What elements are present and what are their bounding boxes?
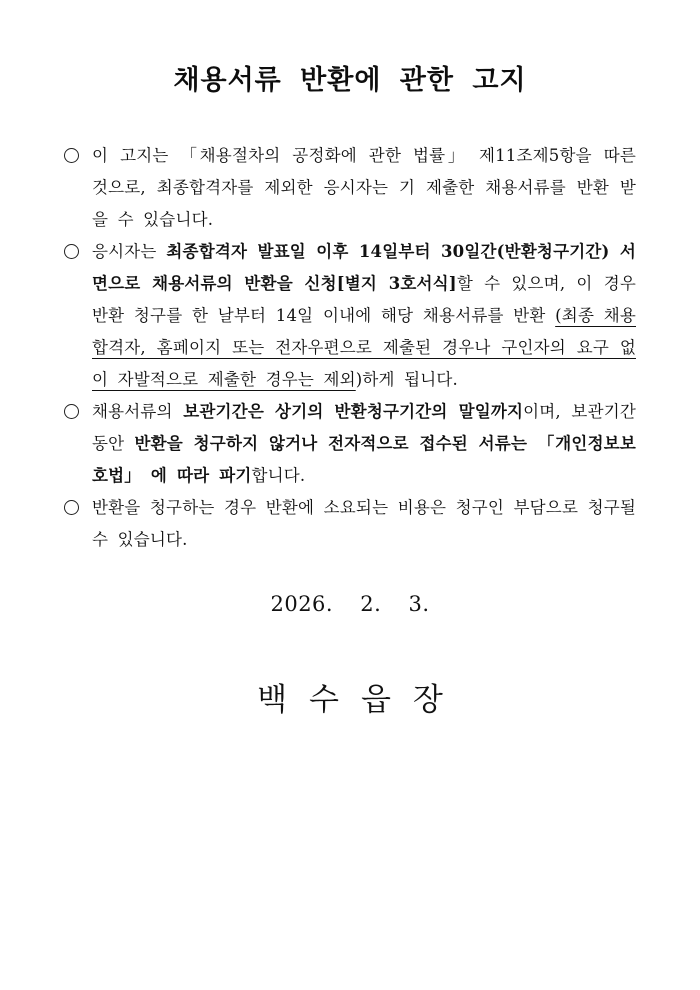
circle-bullet-icon <box>64 404 79 419</box>
item-2-text-b: 할 수 있으며, 이 경우 반환 청구를 한 날부터 14일 이내에 해당 채용서류를 반환 <box>92 274 636 325</box>
item-3-bold-retention: 보관기간은 상기의 반환청구기간의 말일까지 <box>183 402 524 421</box>
item-3-text-c: 합니다. <box>251 466 306 485</box>
notice-item-2 <box>64 236 636 396</box>
circle-bullet-icon <box>64 148 79 163</box>
item-3-bold-destruction: 반환을 청구하지 않거나 전자적으로 접수된 서류는 「개인정보보호법」 에 따라 파기 <box>92 434 636 485</box>
notice-body <box>64 140 636 556</box>
item-1-text: 이 고지는 「채용절차의 공정화에 관한 법률」 제11조제5항을 따른 것으로, 최종합격자를 제외한 응시자는 기 제출한 채용서류를 반환 받을 수 있습니다. <box>92 146 636 229</box>
item-2-underlined-exception: (최종 채용 합격자, 홈페이지 또는 전자우편으로 제출된 경우나 구인자의 요구 없이 자발적으로 제출한 경우는 제외 <box>92 306 636 389</box>
notice-item-4 <box>64 492 636 556</box>
circle-bullet-icon <box>64 500 79 515</box>
document-date: 2026. 2. 3. <box>270 592 430 616</box>
signer-title: 백수읍장 <box>257 682 465 718</box>
item-2-bold-deadline: 최종합격자 발표일 이후 14일부터 30일간(반환청구기간) 서면으로 채용서류의 반환을 신청[별지 3호서식] <box>92 242 636 293</box>
item-2-text-c: )하게 됩니다. <box>355 370 458 389</box>
notice-item-1 <box>64 140 636 236</box>
item-3-text-a: 채용서류의 <box>92 402 184 421</box>
item-2-text-a: 응시자는 <box>92 242 167 261</box>
document-title: 채용서류 반환에 관한 고지 <box>173 65 527 96</box>
notice-item-3 <box>64 396 636 492</box>
item-3-text-b: 이며, 보관기간동안 <box>92 402 636 453</box>
item-4-text: 반환을 청구하는 경우 반환에 소요되는 비용은 청구인 부담으로 청구될 수 있습니다. <box>92 498 636 549</box>
circle-bullet-icon <box>64 244 79 259</box>
